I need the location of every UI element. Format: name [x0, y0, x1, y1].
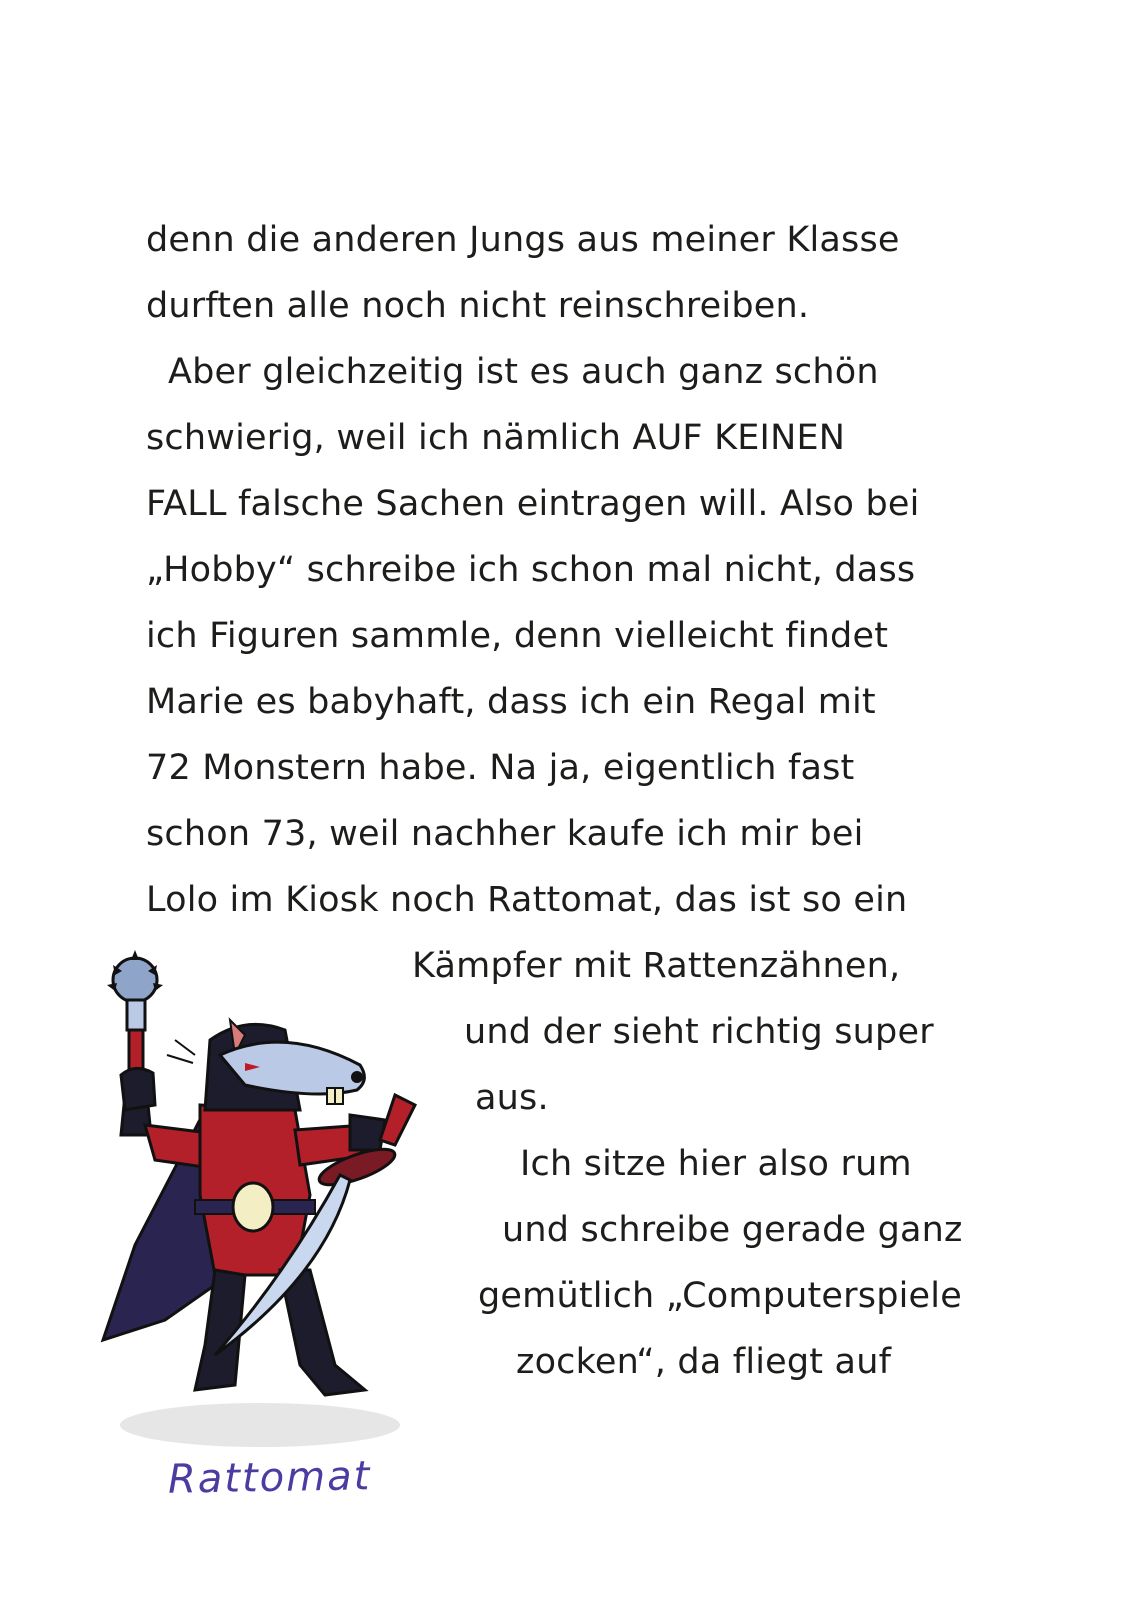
text-line-18: zocken“, da fliegt auf: [516, 1342, 892, 1382]
text-line-16: und schreibe gerade ganz: [502, 1210, 963, 1250]
text-line-5: FALL falsche Sachen eintragen will. Also bei: [146, 484, 920, 524]
rat-tooth-right: [335, 1088, 343, 1104]
illustration-caption: Rattomat: [167, 1453, 372, 1503]
ground-shadow: [120, 1403, 400, 1447]
text-line-17: gemütlich „Computerspiele: [478, 1276, 962, 1316]
right-leg: [280, 1270, 365, 1395]
text-line-15: Ich sitze hier also rum: [520, 1144, 912, 1184]
text-line-6: „Hobby“ schreibe ich schon mal nicht, dass: [146, 550, 916, 590]
text-line-3: Aber gleichzeitig ist es auch ganz schön: [168, 352, 879, 392]
left-fist: [121, 1068, 155, 1110]
whiskers: [167, 1040, 195, 1063]
text-line-2: durften alle noch nicht reinschreiben.: [146, 286, 810, 326]
text-line-12: Kämpfer mit Rattenzähnen,: [412, 946, 901, 986]
text-line-1: denn die anderen Jungs aus meiner Klasse: [146, 220, 900, 260]
text-line-11: Lolo im Kiosk noch Rattomat, das ist so ein: [146, 880, 908, 920]
rat-tooth-left: [327, 1088, 335, 1104]
text-line-9: 72 Monstern habe. Na ja, eigentlich fast: [146, 748, 855, 788]
belt-buckle: [233, 1183, 273, 1231]
text-line-4: schwierig, weil ich nämlich AUF KEINEN: [146, 418, 846, 458]
text-line-10: schon 73, weil nachher kaufe ich mir bei: [146, 814, 864, 854]
text-line-13: und der sieht richtig super: [464, 1012, 934, 1052]
rattomat-illustration: [95, 945, 435, 1465]
right-fist: [350, 1115, 385, 1150]
text-line-14: aus.: [475, 1078, 549, 1118]
rat-nose: [351, 1071, 363, 1083]
text-line-8: Marie es babyhaft, dass ich ein Regal mit: [146, 682, 876, 722]
text-line-7: ich Figuren sammle, denn vielleicht findet: [146, 616, 889, 656]
